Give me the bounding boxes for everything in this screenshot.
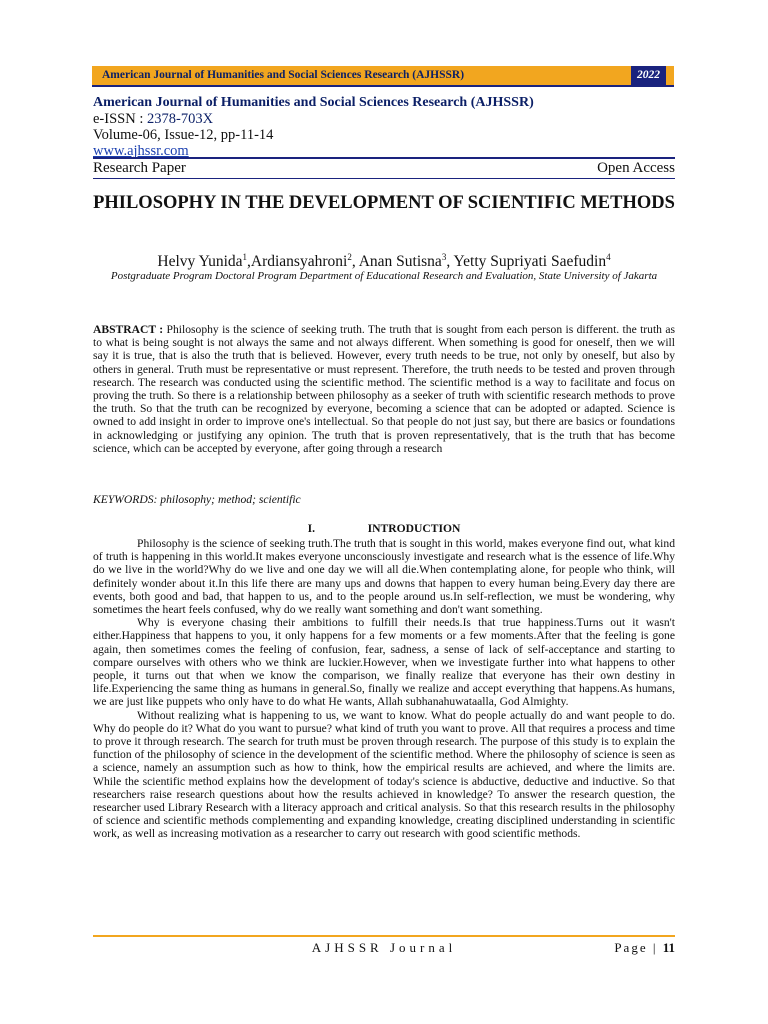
abstract-text: Philosophy is the science of seeking truth. The truth that is sought from each person is different. the truth as to what is being sought is not always the same and not always different. When something is good for oneself, then we will say it is true, that is also the truth that is believed. However, every truth needs to be true, not only by oneself, but also by others in general. Truth must be representative or must represent. Therefore, the truth needs to be tested and proven through research. The research was conducted using the scientific method. The scientific method is a way to facilitate and focus on proving the truth. So there is a relationship between philosophy as a seeker of truth with scientific research methods to prove the truth. So that the truth can be recognized by everyone, becoming a science that can be adopted or adapted. Science is owned to add insight in order to improve one's intellectual. So that people do not just say, but there are basics or foundations in acknowledging or justifying any opinion. The truth that is proven representatively, that is the truth that has become science, which can be accepted by everyone, after going through a research	[93, 323, 675, 455]
footer-journal: AJHSSR Journal	[311, 940, 457, 955]
page-number	[614, 940, 675, 956]
banner-year: 2022	[631, 66, 666, 85]
journal-name: American Journal of Humanities and Social Sciences Research (AJHSSR)	[93, 95, 534, 110]
website-link[interactable]: www.ajhssr.com	[93, 143, 189, 159]
abstract-label: ABSTRACT :	[93, 323, 167, 336]
access-type: Open Access	[597, 160, 675, 176]
author-name: Ardiansyahroni	[250, 253, 348, 271]
author-name: Anan Sutisna	[358, 253, 442, 271]
footer-divider	[93, 935, 675, 937]
paragraph: Without realizing what is happening to us, we want to know. What do people actually do and want people to do. Why do people do it? What do you want to pursue? what kind of truth you want to prove. All that requires a process and time to prove it through research. The search for truth must be proven through research. The purpose of this study is to explain the function of the philosophy of science in the development of the scientific method. Where the philosophy of science is seen as a science, namely an assumption such as how to think, how the empirical results are achieved, and where the limits are. While the scientific method explains how the development of today's science is abductive, deductive and inductive. So that researchers raise research questions about how the results achieved in knowledge? To answer the research question, the researcher used Library Research with a literacy approach and critical analysis. So that this research results in the philosophy of science and scientific methods complementing and expanding knowledge, creating disciplined understanding in scientific work, as well as increasing motivation as a researcher to carry out research with good scientific methods.	[93, 708, 675, 841]
paper-title: PHILOSOPHY IN THE DEVELOPMENT OF SCIENTIFIC METHODS	[93, 193, 675, 213]
keywords: KEYWORDS: philosophy; method; scientific	[93, 493, 301, 506]
paragraph: Philosophy is the science of seeking truth.The truth that is sought in this world, makes everyone find out, what kind of truth is happening in this world.It makes everyone unconsciously investigate and research what is the essence of life.Why do we live in the world?Why do we live and one day we will all die.When contemplating alone, for people who think, will definitely wonder about it.In this life there are many ups and downs that happen to every human being.Every day there are events, both good and bad, that happen to us, and to the people around us.In self-reflection, we must be wondering, why sometimes the heart feels confused, why do we really want something and don't want something.	[93, 537, 675, 617]
section-title: INTRODUCTION	[367, 522, 461, 535]
paper-type-row	[93, 157, 675, 179]
journal-info	[93, 94, 675, 159]
paper-type: Research Paper	[93, 160, 186, 176]
affiliation: Postgraduate Program Doctoral Program Department of Educational Research and Evaluation, State University of Jakarta	[110, 270, 658, 282]
introduction-body	[93, 537, 675, 841]
section-number: I.	[307, 522, 316, 535]
section-heading	[93, 522, 675, 535]
banner-title: American Journal of Humanities and Social Sciences Research (AJHSSR)	[102, 69, 465, 81]
author-name: Yetty Supriyati Saefudin	[453, 253, 607, 271]
issn-value: 2378-703X	[146, 111, 214, 127]
issn-label: e-ISSN :	[93, 111, 147, 127]
author-list: Helvy Yunida$^1$,Ardiansyahroni$^2$, Anan Sutisna$^3$, Yetty Supriyati Saefudin$^4$	[157, 252, 611, 271]
author-sup: 4	[606, 252, 611, 262]
paragraph: Why is everyone chasing their ambitions to fulfill their needs.Is that true happiness.Turns out it wasn't either.Happiness that happens to you, it only happens for a few moments or a few moments.After that the feeling is gone again, then sometimes comes the feeling of confusion, fear, sadness, a sense of lack of self-acceptance and starting to compare ourselves with others who we think are luckier.However, when we investigate further into what happens to other people, it turns out that when we know the comparison, we finally realize that everyone has their own destiny in life.Experiencing the same thing as humans in general.So, finally we realize and accept everything that happens.As humans, we are just like puppets who only have to do what He wants, Allah subhanahuwataalla, God Almighty.	[93, 616, 675, 709]
page-number-value: 11	[662, 940, 675, 955]
author-sup: 1	[242, 252, 248, 262]
author-sup: 2	[347, 252, 352, 262]
author-sup: 3	[441, 252, 447, 262]
page-label: Page |	[614, 940, 658, 955]
abstract	[93, 323, 675, 455]
author-name: Helvy Yunida	[157, 253, 243, 271]
journal-banner	[92, 66, 674, 87]
issn-line	[93, 111, 675, 127]
volume-line: Volume-06, Issue-12, pp-11-14	[93, 127, 274, 143]
